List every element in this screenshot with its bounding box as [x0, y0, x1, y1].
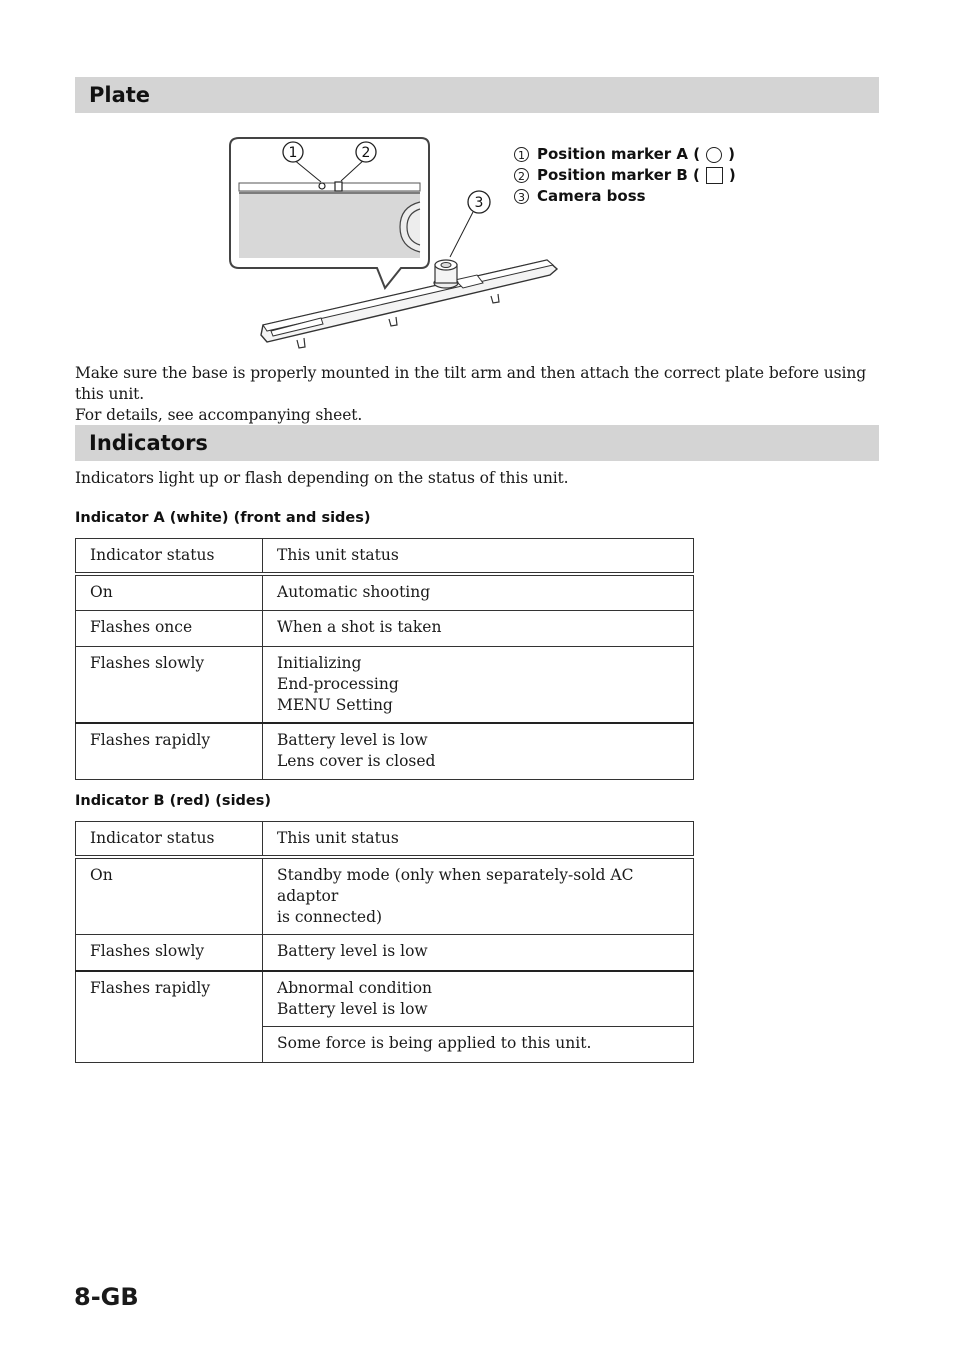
- table-row: [76, 646, 694, 723]
- table-a-title: Indicator A (white) (front and sides): [75, 510, 371, 526]
- indicator-b-table: [75, 821, 694, 1063]
- unit-status-cell: Initializing End-processing MENU Setting: [263, 646, 694, 723]
- svg-text:1: 1: [288, 145, 298, 161]
- unit-status-cell: When a shot is taken: [263, 610, 694, 646]
- section-title: Indicators: [89, 431, 208, 455]
- square-marker-icon: [706, 167, 723, 184]
- circle-marker-icon: [706, 147, 722, 163]
- unit-status-cell: Battery level is low: [263, 935, 694, 971]
- indicator-status-cell: Flashes rapidly: [76, 971, 263, 1063]
- unit-status-cell: Battery level is low Lens cover is closed: [263, 723, 694, 779]
- unit-status-cell: Standby mode (only when separately-sold AC adaptor is connected): [263, 857, 694, 935]
- unit-status-cell: Some force is being applied to this unit.: [263, 1027, 694, 1063]
- callout-2: [356, 142, 376, 162]
- plate-legend: [514, 144, 736, 207]
- legend-label: Camera boss: [537, 187, 646, 205]
- indicator-status-cell: Flashes once: [76, 610, 263, 646]
- indicator-a-table: [75, 538, 694, 780]
- indicator-status-cell: On: [76, 857, 263, 935]
- plate-body: [261, 260, 557, 348]
- svg-text:3: 3: [474, 195, 484, 211]
- callout-1: [283, 142, 303, 162]
- section-title: Plate: [89, 83, 151, 107]
- inset-magnifier: [230, 138, 429, 288]
- indicator-status-cell: On: [76, 574, 263, 610]
- unit-status-cell: Abnormal condition Battery level is low: [263, 971, 694, 1027]
- table-header-row: [76, 822, 694, 858]
- legend-label: Position marker B (: [537, 166, 700, 184]
- column-header: Indicator status: [76, 822, 263, 858]
- indicators-intro: Indicators light up or flash depending on the status of this unit.: [75, 469, 569, 487]
- table-row: [76, 610, 694, 646]
- legend-item-position-marker-a: 1 Position marker A ( ): [514, 144, 736, 165]
- indicator-status-cell: Flashes rapidly: [76, 723, 263, 779]
- column-header: This unit status: [263, 822, 694, 858]
- plate-instructions: Make sure the base is properly mounted in the tilt arm and then attach the correct plate before using this unit. For details, see accompanying sheet.: [75, 364, 867, 424]
- svg-text:2: 2: [361, 145, 371, 161]
- column-header: This unit status: [263, 539, 694, 575]
- table-row: [76, 971, 694, 1027]
- table-header-row: [76, 539, 694, 575]
- unit-status-cell: Automatic shooting: [263, 574, 694, 610]
- column-header: Indicator status: [76, 539, 263, 575]
- callout-3: [450, 191, 490, 257]
- table-row: [76, 935, 694, 971]
- table-row: [76, 723, 694, 779]
- table-b-title: Indicator B (red) (sides): [75, 793, 272, 809]
- legend-item-position-marker-b: 2 Position marker B ( ): [514, 165, 736, 186]
- position-marker-a-icon: [319, 183, 325, 189]
- section-header-plate: [75, 77, 879, 113]
- camera-boss: [434, 260, 458, 288]
- legend-item-camera-boss: 3 Camera boss: [514, 186, 736, 207]
- legend-label: Position marker A (: [537, 145, 701, 163]
- indicator-status-cell: Flashes slowly: [76, 935, 263, 971]
- table-row: [76, 857, 694, 935]
- table-row: [76, 574, 694, 610]
- section-header-indicators: [75, 425, 879, 461]
- indicator-status-cell: Flashes slowly: [76, 646, 263, 723]
- page-number: 8-GB: [74, 1283, 139, 1311]
- position-marker-b-icon: [335, 182, 342, 191]
